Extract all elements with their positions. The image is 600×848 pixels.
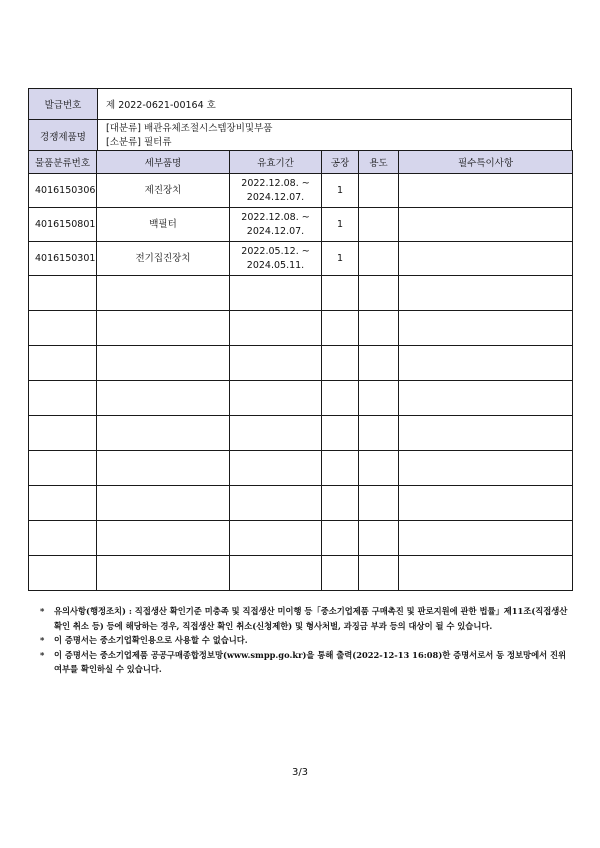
empty-row — [29, 346, 573, 381]
cell-valid-period — [230, 208, 322, 242]
page-number: 3/3 — [291, 767, 309, 778]
header-item-code: 물품분류번호 — [29, 151, 97, 174]
header-item-name: 세부품명 — [97, 151, 230, 174]
cell-use — [359, 208, 399, 242]
issue-number-label: 발급번호 — [29, 89, 98, 120]
cell-item-name: 전기집진장치 — [97, 242, 230, 276]
empty-row — [29, 311, 573, 346]
note-usage-restriction — [40, 633, 570, 648]
cell-valid-period — [230, 174, 322, 208]
table-row — [29, 242, 573, 276]
cell-factory: 1 — [322, 208, 359, 242]
note-text: 이 증명서는 중소기업제품 공공구매종합정보망(www.smpp.go.kr)을 통해 출력(2022-12-13 16:08)한 증명서로서 동 정보망에서 진위여부를 확인하실 수 있습니다. — [54, 649, 567, 674]
header-use: 용도 — [359, 151, 399, 174]
cell-use — [359, 242, 399, 276]
note-bullet: * — [40, 649, 45, 660]
header-required-notes: 필수특이사항 — [399, 151, 573, 174]
table-row — [29, 208, 573, 242]
notes-section — [40, 604, 570, 677]
cell-item-code: 4016150301 — [29, 242, 97, 276]
cell-use — [359, 174, 399, 208]
period-start: 2022.12.08. ~ — [241, 177, 310, 189]
note-verification — [40, 648, 570, 677]
product-major-category: [대분류] 배관유체조절시스템장비및부품 — [106, 122, 273, 134]
empty-row — [29, 451, 573, 486]
cell-item-name: 백필터 — [97, 208, 230, 242]
period-start: 2022.05.12. ~ — [241, 245, 310, 257]
note-text: 이 증명서는 중소기업확인용으로 사용할 수 없습니다. — [54, 635, 248, 645]
cell-factory: 1 — [322, 242, 359, 276]
empty-row — [29, 521, 573, 556]
product-name-value — [98, 120, 572, 152]
product-minor-category: [소분류] 필터류 — [106, 136, 172, 148]
cell-valid-period — [230, 242, 322, 276]
period-end: 2024.05.11. — [246, 259, 305, 271]
period-end: 2024.12.07. — [246, 191, 305, 203]
cell-item-code: 4016150306 — [29, 174, 97, 208]
table-row — [29, 174, 573, 208]
issue-number-value: 제 2022-0621-00164 호 — [98, 89, 572, 120]
cell-required-notes — [399, 174, 573, 208]
empty-row — [29, 416, 573, 451]
note-bullet: * — [40, 635, 45, 645]
empty-row — [29, 381, 573, 416]
note-bullet: * — [40, 606, 45, 616]
empty-row — [29, 556, 573, 591]
issue-info-table — [28, 88, 572, 152]
product-name-label: 경쟁제품명 — [29, 120, 98, 152]
cell-item-name: 제진장치 — [97, 174, 230, 208]
period-end: 2024.12.07. — [246, 225, 305, 237]
note-administrative-action — [40, 604, 570, 633]
product-items-table — [28, 150, 573, 591]
cell-item-code: 4016150801 — [29, 208, 97, 242]
cell-factory: 1 — [322, 174, 359, 208]
table-header-row — [29, 151, 573, 174]
header-factory: 공장 — [322, 151, 359, 174]
cell-required-notes — [399, 242, 573, 276]
empty-row — [29, 486, 573, 521]
note-text: 유의사항(행정조치) : 직접생산 확인기준 미충족 및 직접생산 미이행 등「중소기업제품 구매촉진 및 판로지원에 관한 법률」제11조(직접생산 확인 취소 등) 등에 해당하는 경우, 직접생산 확인 취소(신청제한) 및 형사처벌, 과징금 부과 등의 대상이 될 수 있습니다. — [54, 606, 568, 631]
header-valid-period: 유효기간 — [230, 151, 322, 174]
period-start: 2022.12.08. ~ — [241, 211, 310, 223]
empty-row — [29, 276, 573, 311]
cell-required-notes — [399, 208, 573, 242]
